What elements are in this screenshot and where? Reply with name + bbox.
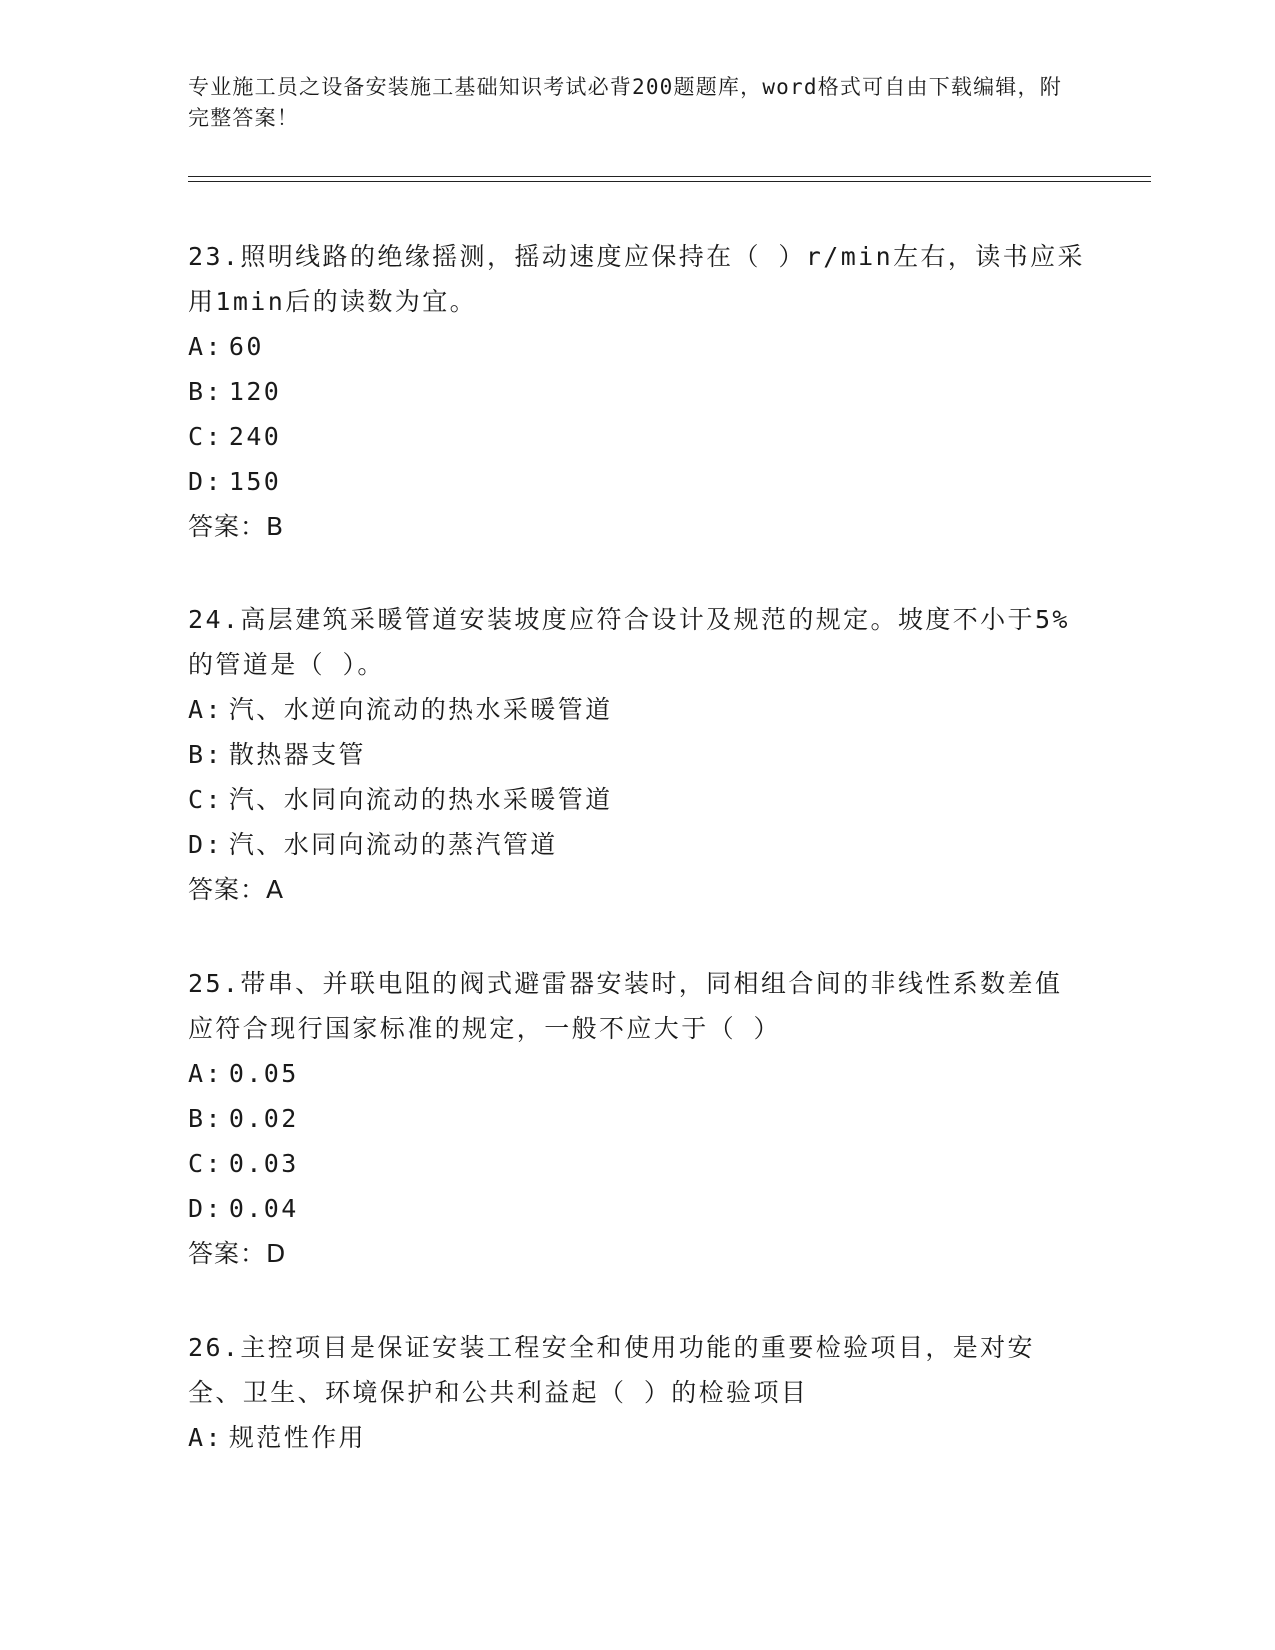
header-divider-top — [188, 176, 1151, 177]
option-d — [188, 822, 1088, 867]
option-text: 0.03 — [228, 1149, 299, 1178]
option-text: 120 — [228, 377, 282, 406]
question-26 — [188, 1325, 1088, 1460]
header-divider-bottom — [188, 181, 1151, 182]
option-text: 汽、水同向流动的热水采暖管道 — [228, 785, 613, 814]
option-a — [188, 1415, 1088, 1460]
question-25 — [188, 961, 1088, 1276]
option-c — [188, 414, 1088, 459]
option-text: 散热器支管 — [228, 740, 366, 769]
answer-line: 答案：A — [188, 875, 285, 904]
option-b — [188, 1096, 1088, 1141]
document-header — [188, 72, 1078, 134]
question-23 — [188, 234, 1088, 549]
answer-line: 答案：B — [188, 512, 285, 541]
option-text: 60 — [228, 332, 264, 361]
option-text: 汽、水同向流动的蒸汽管道 — [228, 830, 558, 859]
option-text: 规范性作用 — [228, 1423, 366, 1452]
question-stem: 26.主控项目是保证安装工程安全和使用功能的重要检验项目，是对安全、卫生、环境保护和公共利益起（ ）的检验项目 — [188, 1333, 1035, 1407]
option-key: A: — [188, 332, 223, 361]
option-text: 汽、水逆向流动的热水采暖管道 — [228, 695, 613, 724]
option-key: D: — [188, 1194, 223, 1223]
option-text: 0.05 — [228, 1059, 299, 1088]
option-key: A: — [188, 1059, 223, 1088]
option-a — [188, 1051, 1088, 1096]
option-d — [188, 459, 1088, 504]
option-b — [188, 732, 1088, 777]
option-text: 0.02 — [228, 1104, 299, 1133]
question-stem: 25.带串、并联电阻的阀式避雷器安装时，同相组合间的非线性系数差值应符合现行国家标准的规定，一般不应大于（ ） — [188, 969, 1063, 1043]
option-key: C: — [188, 422, 223, 451]
question-stem: 24.高层建筑采暖管道安装坡度应符合设计及规范的规定。坡度不小于5%的管道是（ ）。 — [188, 605, 1070, 679]
option-c — [188, 1141, 1088, 1186]
option-key: D: — [188, 830, 223, 859]
option-a — [188, 687, 1088, 732]
question-24 — [188, 597, 1088, 912]
option-key: B: — [188, 1104, 223, 1133]
answer-line: 答案：D — [188, 1239, 287, 1268]
option-b — [188, 369, 1088, 414]
option-text: 150 — [228, 467, 282, 496]
option-key: C: — [188, 785, 223, 814]
option-key: A: — [188, 1423, 223, 1452]
option-a — [188, 324, 1088, 369]
option-key: D: — [188, 467, 223, 496]
question-stem: 23.照明线路的绝缘摇测，摇动速度应保持在（ ）r/min左右，读书应采用1min后的读数为宜。 — [188, 242, 1085, 316]
option-text: 0.04 — [228, 1194, 299, 1223]
option-c — [188, 777, 1088, 822]
header-title: 专业施工员之设备安装施工基础知识考试必背200题题库，word格式可自由下载编辑，附完整答案！ — [188, 75, 1062, 130]
option-key: C: — [188, 1149, 223, 1178]
option-key: B: — [188, 377, 223, 406]
option-key: A: — [188, 695, 223, 724]
option-d — [188, 1186, 1088, 1231]
option-text: 240 — [228, 422, 282, 451]
option-key: B: — [188, 740, 223, 769]
